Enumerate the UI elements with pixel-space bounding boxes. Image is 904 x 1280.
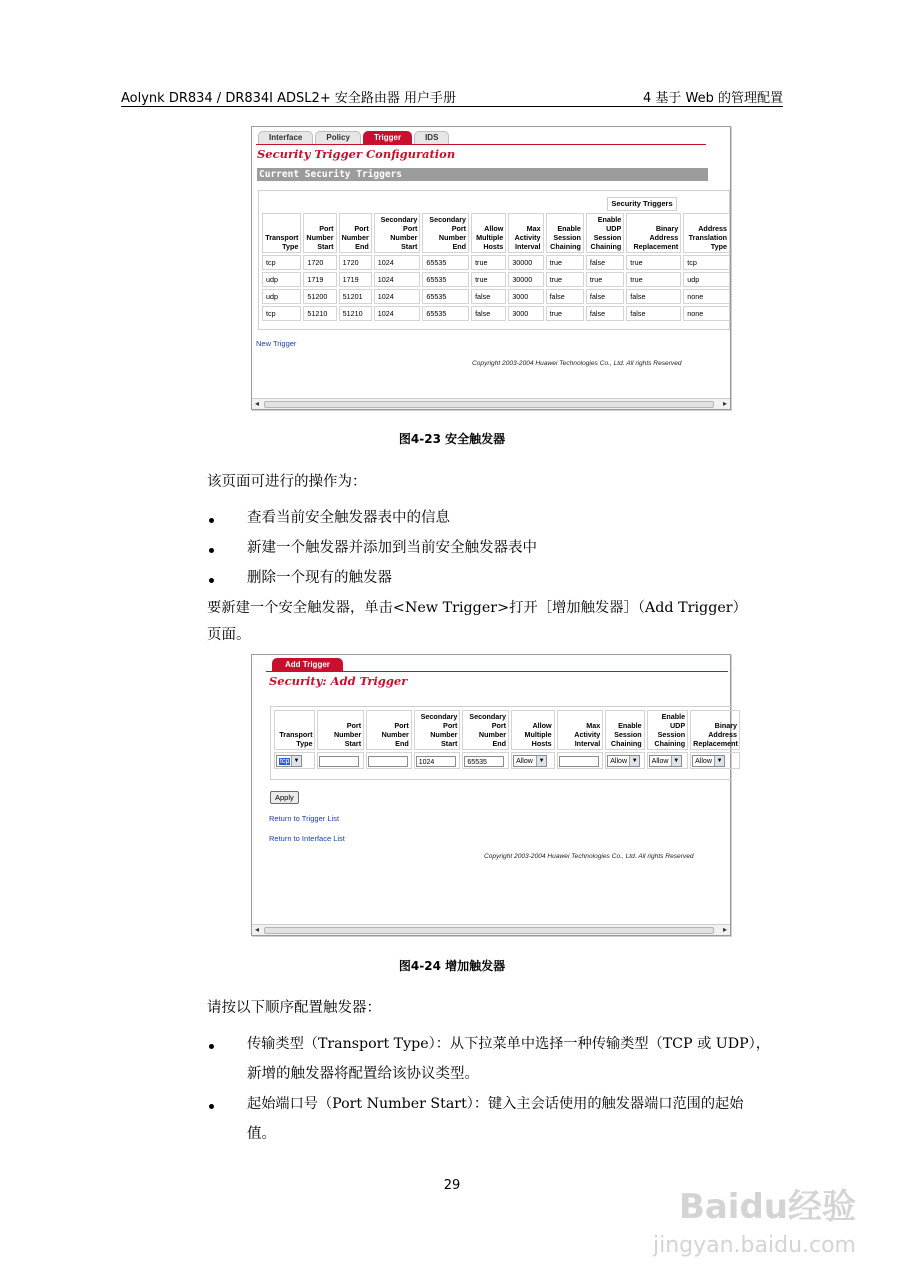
scroll-thumb[interactable] (264, 401, 714, 408)
tab-interface[interactable]: Interface (258, 131, 313, 144)
bullet-dot (209, 1104, 214, 1109)
table-cell: false (471, 289, 506, 304)
table-cell: true (626, 272, 681, 287)
cell-port-end (366, 752, 412, 769)
figure-security-trigger-screenshot (251, 126, 731, 410)
cell-session-chaining (605, 752, 644, 769)
chevron-down-icon: ▼ (536, 756, 546, 766)
table-cell: 3000 (508, 306, 543, 321)
column-header: Binary Address Replacement (690, 710, 740, 750)
figure2-caption: 图4-24 增加触发器 (398, 959, 506, 973)
column-header: Secondary Port Number Start (374, 213, 421, 253)
table-cell: 1719 (303, 272, 336, 287)
page-title: Security Trigger Configuration (257, 147, 456, 161)
tab-ids[interactable]: IDS (414, 131, 449, 144)
table-cell: 3000 (508, 289, 543, 304)
cell-sec-end (462, 752, 509, 769)
table-cell: true (586, 272, 624, 287)
table-cell: 1024 (374, 255, 421, 270)
bullet-dot (209, 548, 214, 553)
scroll-right-icon[interactable]: ▸ (722, 925, 727, 934)
page-header (121, 86, 783, 107)
tab-bar (272, 658, 345, 671)
watermark-url: jingyan.baidu.com (652, 1233, 856, 1258)
binary-replacement-select[interactable] (692, 755, 725, 767)
watermark-brand: Baidu经验 (678, 1187, 856, 1227)
table-cell: true (471, 272, 506, 287)
step-port-start-line2: 值。 (247, 1126, 276, 1142)
table-cell: 30000 (508, 255, 543, 270)
return-interface-list-link[interactable]: Return to Interface List (269, 834, 345, 843)
intro-text: 该页面可进行的操作为： (207, 474, 367, 490)
chevron-down-icon: ▼ (629, 756, 639, 766)
tab-underline (266, 671, 728, 672)
allow-multiple-select[interactable] (513, 755, 547, 767)
table-row (262, 255, 730, 270)
table-cell: udp (262, 272, 301, 287)
table-cell: none (683, 289, 730, 304)
allow-multiple-value: Allow (516, 758, 533, 766)
table-row (262, 272, 730, 287)
port-start-input[interactable] (319, 756, 359, 767)
cell-allow-multiple (511, 752, 555, 769)
table-cell: 65535 (422, 272, 469, 287)
page-number: 29 (443, 1178, 461, 1193)
udp-chaining-value: Allow (651, 758, 669, 766)
tab-underline (256, 144, 706, 145)
port-end-input[interactable] (368, 756, 408, 767)
table-cell: 1719 (339, 272, 372, 287)
table-cell: 51201 (339, 289, 372, 304)
table-cell: true (546, 272, 584, 287)
table-cell: 51200 (303, 289, 336, 304)
cell-udp-chaining (647, 752, 688, 769)
column-header: Transport Type (262, 213, 301, 253)
session-chaining-value: Allow (610, 758, 627, 766)
column-header: Max Activity Interval (508, 213, 543, 253)
table-cell: 65535 (422, 306, 469, 321)
scroll-left-icon[interactable]: ◂ (254, 399, 259, 408)
secondary-end-input[interactable]: 65535 (464, 756, 504, 767)
cell-transport (274, 752, 315, 769)
tab-add-trigger[interactable]: Add Trigger (272, 658, 343, 671)
section-header: Current Security Triggers (257, 168, 708, 181)
column-header: Secondary Port Number End (462, 710, 509, 750)
scroll-thumb[interactable] (264, 927, 714, 934)
table-cell: udp (683, 272, 730, 287)
table-cell: none (683, 306, 730, 321)
tab-policy[interactable]: Policy (315, 131, 361, 144)
bullet-dot (209, 578, 214, 583)
secondary-start-input[interactable]: 1024 (416, 756, 456, 767)
horizontal-scrollbar[interactable] (252, 398, 730, 409)
tab-bar (258, 131, 451, 144)
scroll-right-icon[interactable]: ▸ (722, 399, 727, 408)
table-cell: 1024 (374, 289, 421, 304)
table-cell: true (626, 255, 681, 270)
binary-replacement-value: Allow (695, 758, 712, 766)
column-header: Enable UDP Session Chaining (647, 710, 688, 750)
column-header: Allow Multiple Hosts (511, 710, 555, 750)
table-cell: 51210 (303, 306, 336, 321)
column-header: Allow Multiple Hosts (471, 213, 506, 253)
table-cell: tcp (683, 255, 730, 270)
table-cell: 65535 (422, 255, 469, 270)
table-cell: false (586, 306, 624, 321)
copyright: Copyright 2003-2004 Huawei Technologies Co., Ltd. All rights Reserved (484, 853, 694, 860)
header-right: 4 基于 Web 的管理配置 (642, 91, 783, 106)
add-trigger-clip (272, 708, 738, 778)
column-header: Port Number End (366, 710, 412, 750)
transport-type-value: tcp (280, 758, 290, 766)
steps-intro: 请按以下顺序配置触发器： (207, 1000, 381, 1016)
column-header: Transport Type (274, 710, 315, 750)
column-header: Enable Session Chaining (605, 710, 644, 750)
table-cell: udp (262, 289, 301, 304)
step-transport-line1: 传输类型（Transport Type）：从下拉菜单中选择一种传输类型（TCP 或 UDP）， (247, 1036, 770, 1052)
table-cell: false (471, 306, 506, 321)
add-trigger-form (272, 708, 742, 771)
table-row (262, 289, 730, 304)
step-port-start-line1: 起始端口号（Port Number Start）：键入主会话使用的触发器端口范围的起始 (247, 1096, 744, 1112)
table-row (262, 306, 730, 321)
table-cell: true (546, 306, 584, 321)
column-header: Binary Address Replacement (626, 213, 681, 253)
table-cell: false (586, 255, 624, 270)
cell-sec-start (414, 752, 461, 769)
new-trigger-text-1: 要新建一个安全触发器，单击<New Trigger>打开［增加触发器］（Add Trigger） (207, 600, 747, 616)
chevron-down-icon: ▼ (671, 756, 681, 766)
group-label: Security Triggers (607, 197, 677, 211)
horizontal-scrollbar[interactable] (252, 924, 730, 935)
udp-chaining-select[interactable] (649, 755, 682, 767)
column-header: Address Translation Type (683, 213, 730, 253)
table-cell: 51210 (339, 306, 372, 321)
table-cell: false (546, 289, 584, 304)
table-cell: tcp (262, 306, 301, 321)
chevron-down-icon: ▼ (714, 756, 724, 766)
page-title: Security: Add Trigger (269, 674, 408, 688)
table-cell: tcp (262, 255, 301, 270)
table-cell: 65535 (422, 289, 469, 304)
new-trigger-text-2: 页面。 (207, 627, 251, 643)
bullet-view: 查看当前安全触发器表中的信息 (247, 510, 450, 526)
table-cell: 1024 (374, 272, 421, 287)
table-cell: 1024 (374, 306, 421, 321)
figure1-caption: 图4-23 安全触发器 (398, 432, 506, 446)
table-cell: true (546, 255, 584, 270)
column-header: Max Activity Interval (557, 710, 604, 750)
column-header: Port Number Start (317, 710, 364, 750)
step-transport-line2: 新增的触发器将配置给该协议类型。 (247, 1066, 479, 1082)
bullet-dot (209, 1044, 214, 1049)
max-interval-input[interactable] (559, 756, 599, 767)
table-cell: true (471, 255, 506, 270)
column-header: Enable Session Chaining (546, 213, 584, 253)
column-header: Port Number End (339, 213, 372, 253)
apply-button[interactable]: Apply (270, 791, 299, 804)
scroll-left-icon[interactable]: ◂ (254, 925, 259, 934)
bullet-create: 新建一个触发器并添加到当前安全触发器表中 (247, 540, 537, 556)
tab-trigger[interactable]: Trigger (363, 131, 412, 144)
table-cell: 1720 (339, 255, 372, 270)
column-header: Secondary Port Number Start (414, 710, 461, 750)
cell-max-interval (557, 752, 604, 769)
cell-port-start (317, 752, 364, 769)
column-header: Secondary Port Number End (422, 213, 469, 253)
triggers-table (260, 211, 732, 323)
column-header: Enable UDP Session Chaining (586, 213, 624, 253)
cell-binary-replacement (690, 752, 740, 769)
table-cell: false (626, 289, 681, 304)
table-cell: 1720 (303, 255, 336, 270)
table-cell: 30000 (508, 272, 543, 287)
table-cell: false (586, 289, 624, 304)
table-cell: false (626, 306, 681, 321)
return-trigger-list-link[interactable]: Return to Trigger List (269, 814, 340, 823)
column-header: Port Number Start (303, 213, 336, 253)
chevron-down-icon: ▼ (291, 756, 301, 766)
bullet-dot (209, 518, 214, 523)
copyright: Copyright 2003-2004 Huawei Technologies Co., Ltd. All rights Reserved (472, 360, 682, 367)
new-trigger-link[interactable]: New Trigger (256, 339, 297, 348)
session-chaining-select[interactable] (607, 755, 640, 767)
figure-add-trigger-screenshot (251, 654, 738, 936)
header-left: Aolynk DR834 / DR834I ADSL2+ 安全路由器 用户手册 (121, 91, 456, 106)
transport-type-select[interactable] (276, 755, 302, 767)
bullet-delete: 删除一个现有的触发器 (247, 570, 392, 586)
